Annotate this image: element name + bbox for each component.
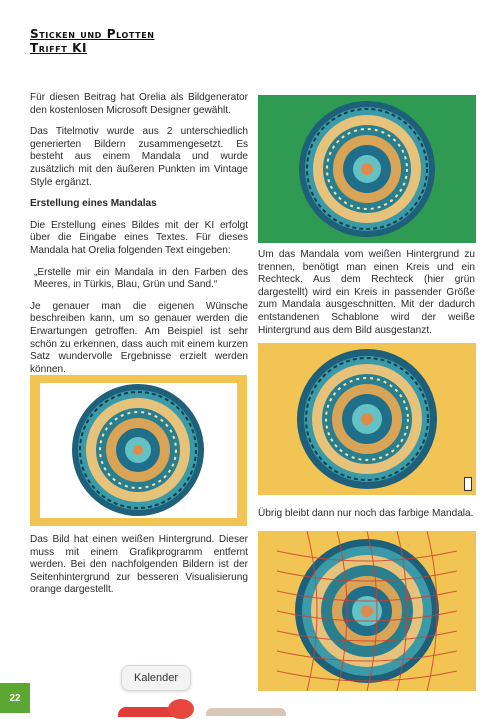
paragraph-title-motif: Das Titelmotiv wurde aus 2 unterschiedlich generierten Bildern zusammengesetzt. Es besteht aus einem Mandala und wurde zusätzlich mit den äußeren Punkten im Vintage Style ergänzt.: [30, 126, 248, 188]
prompt-quote: „Erstelle mir ein Mandala in den Farben des Meeres, in Türkis, Blau, Grün und Sand.“: [34, 266, 248, 291]
dock-app-icon[interactable]: [118, 707, 174, 717]
section-heading: Erstellung eines Mandalas: [30, 198, 157, 210]
caption-template: Um das Mandala vom weißen Hintergrund zu trennen, benötigt man einen Kreis und ein Rechteck. Aus dem Rechteck (hier grün dargestellt) wird ein Kreis in passender Größe zum Mandala ausgeschnitten. Mit der dadurch entstandenen Schablone wird der weiße Hintergrund aus dem Bild ausgestanzt.: [258, 249, 475, 336]
mandala-orange-image: [258, 343, 476, 495]
mandala-embroidery-image: [258, 531, 476, 691]
paragraph-creation: Die Erstellung eines Bildes mit der KI erfolgt über die Eingabe eines Textes. Für dieses Mandala hat Orelia folgenden Text eingeben:: [30, 219, 248, 256]
title-line-2: Trifft KI: [30, 41, 88, 55]
mandala-green-image: [258, 95, 476, 243]
page-number-badge: 22: [0, 683, 30, 713]
page-title: [30, 27, 155, 55]
caption-result: Übrig bleibt dann nur noch das farbige Mandala.: [258, 508, 474, 519]
stamp-mark: [464, 477, 472, 491]
left-column: [30, 92, 248, 385]
paragraph-intro: Für diesen Beitrag hat Orelia als Bildgenerator den kostenlosen Microsoft Designer gewählt.: [30, 92, 248, 116]
calendar-tooltip: Kalender: [121, 665, 191, 691]
dock-app-icon-2[interactable]: [206, 708, 286, 716]
paragraph-precision: Je genauer man die eigenen Wünsche beschreiben kann, um so genauer werden die Erwartungen getroffen. Am Beispiel ist sehr schön zu erkennen, dass auch mit einem kurzen Satz wundervolle Ergebnisse erzielt werden können.: [30, 300, 248, 375]
calendar-dock-icon[interactable]: [168, 699, 194, 719]
paragraph-background: Das Bild hat einen weißen Hintergrund. Dieser muss mit einem Grafikprogramm entfernt werden. Bei den nachfolgenden Bildern ist der Seitenhintergrund zur besseren Visualisierung orange dargestellt.: [30, 534, 248, 596]
title-line-1: Sticken und Plotten: [30, 27, 155, 41]
mandala-white-bg-image: [30, 375, 247, 526]
